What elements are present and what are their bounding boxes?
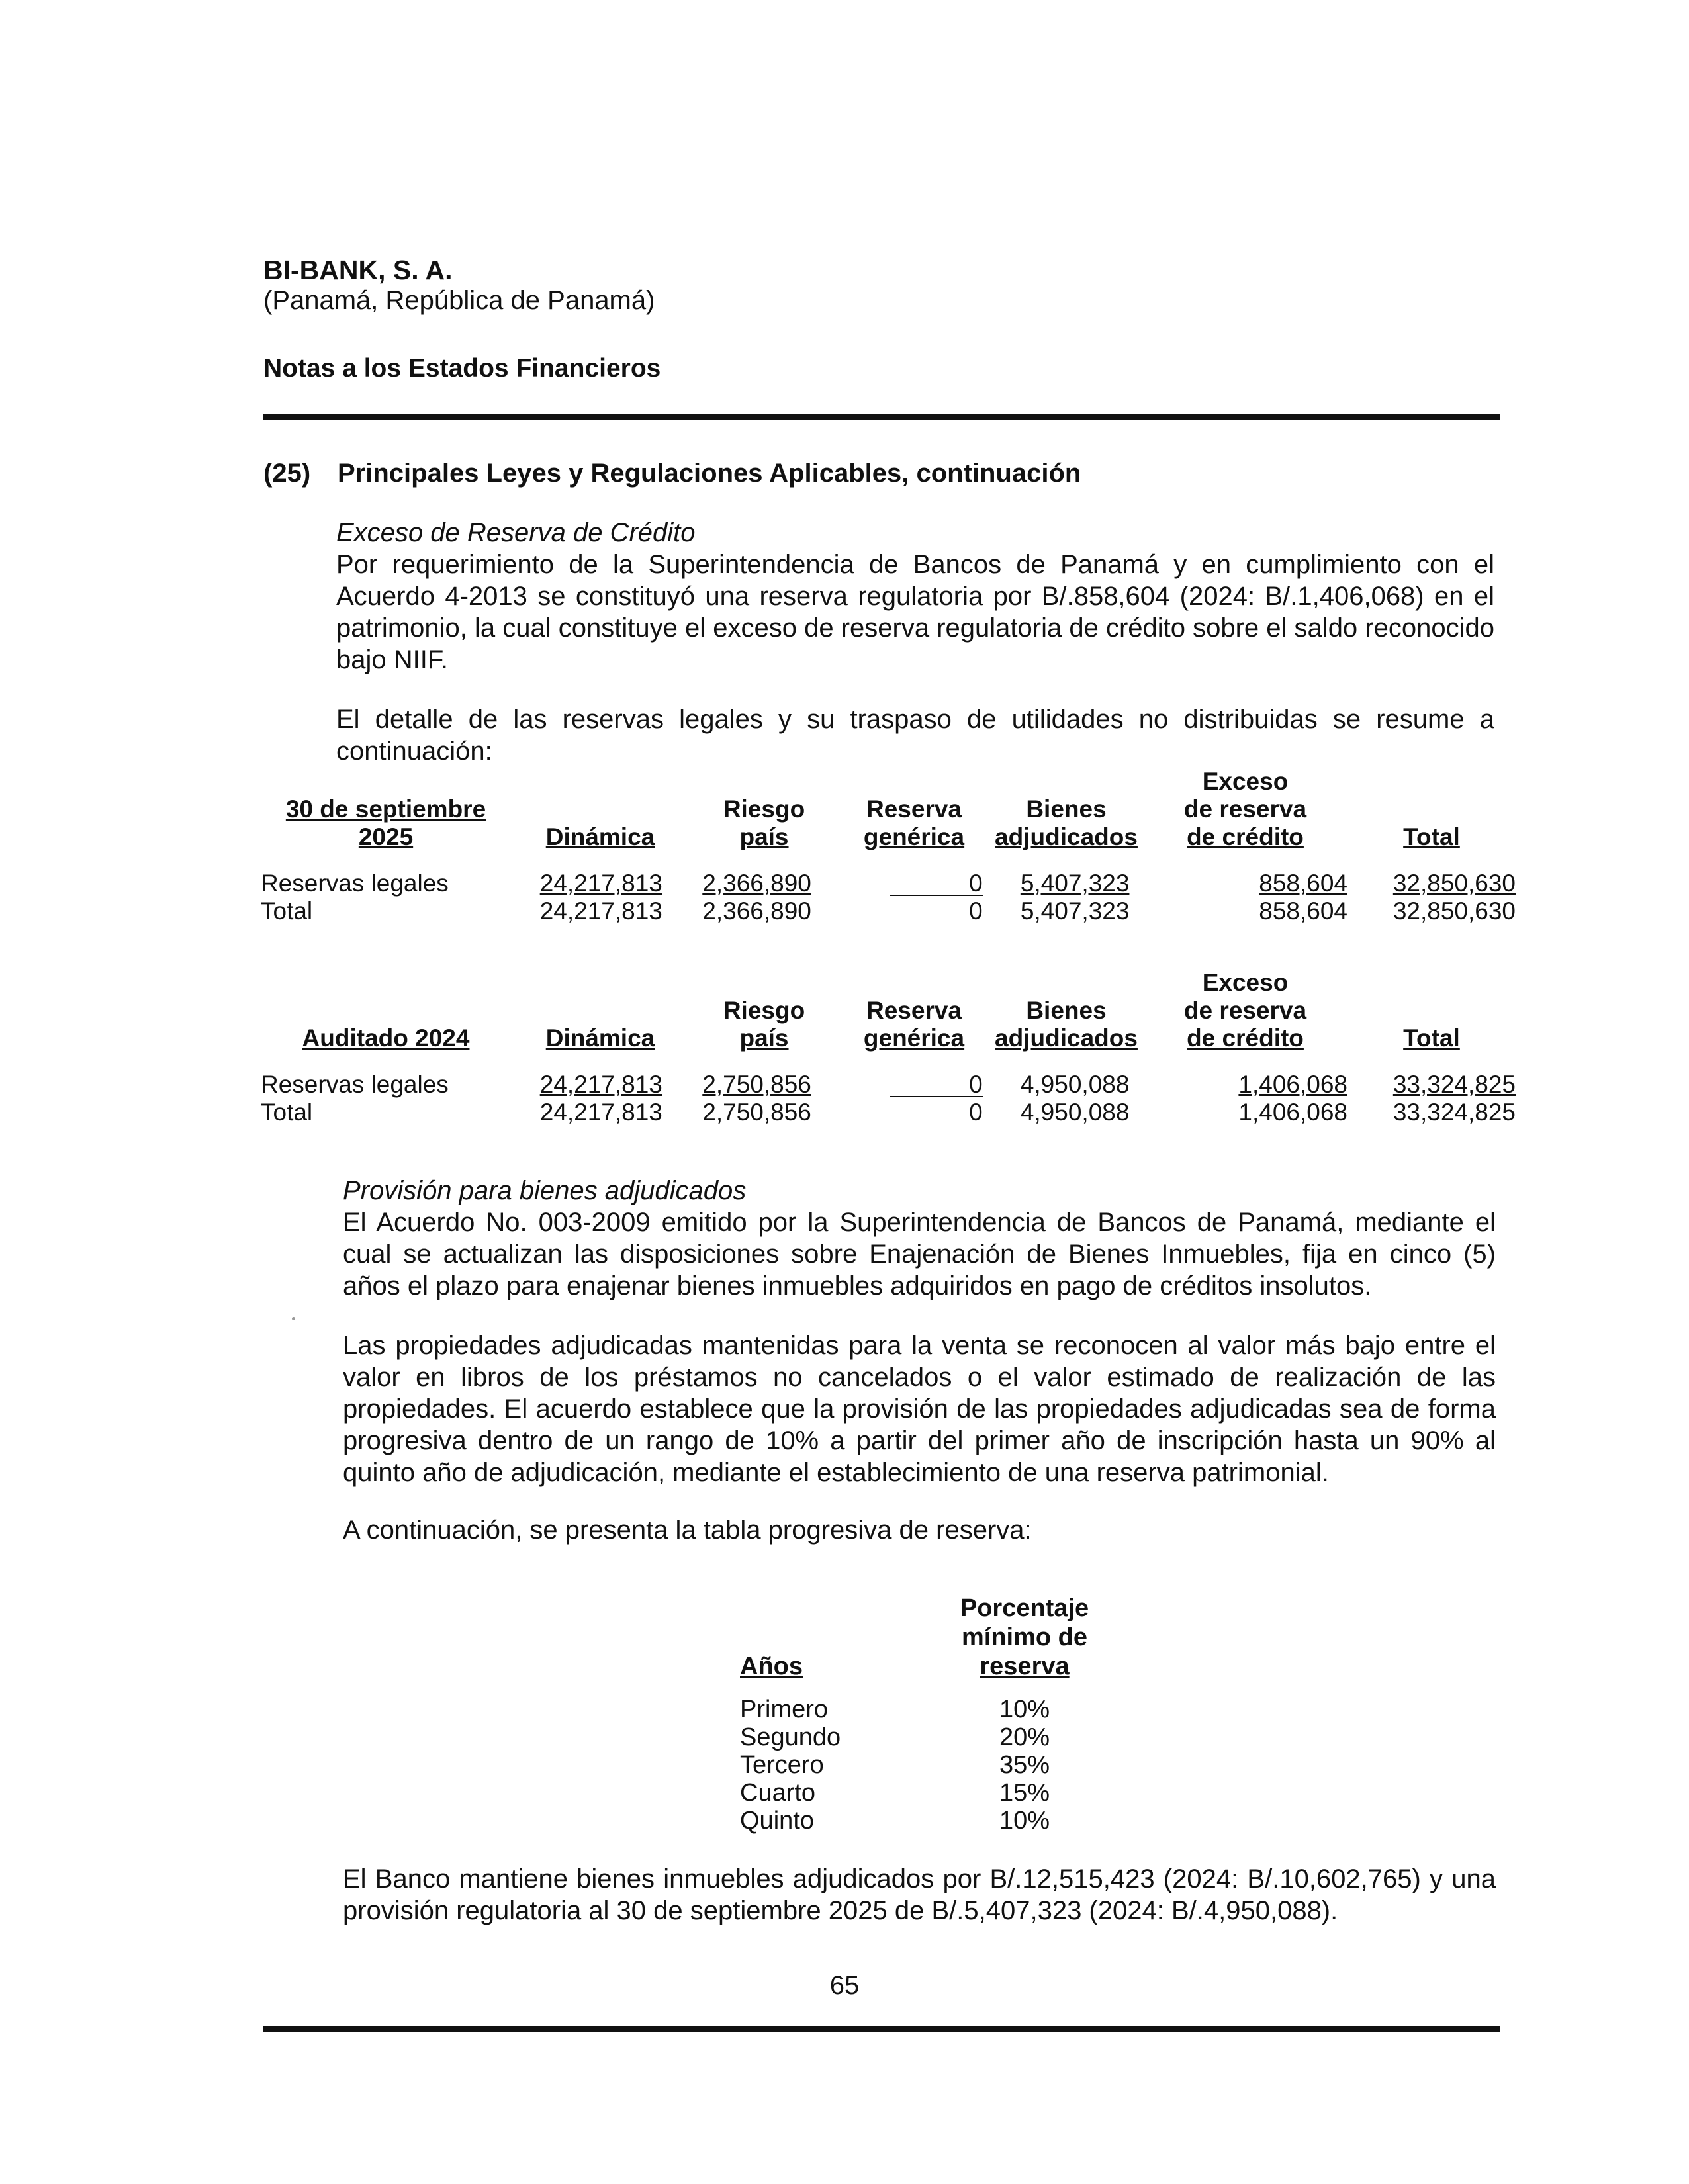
header-exceso-reserva: Exceso de reserva de crédito xyxy=(1183,969,1307,1052)
header-exceso-reserva: Exceso de reserva de crédito xyxy=(1183,768,1307,850)
page-number: 65 xyxy=(829,1971,860,2000)
section-title-text: Principales Leyes y Regulaciones Aplicables, continuación xyxy=(338,459,1081,488)
header-total: Total xyxy=(1403,1024,1460,1052)
closing-text: El Banco mantiene bienes inmuebles adjudicados por B/.12,515,423 (2024: B/.10,602,765) y una provisión regulatoria al 30 de septiembre 2025 de B/.5,407,323 (2024: B/.4,950,088). xyxy=(343,1864,1496,1925)
header-period: 30 de septiembre 2025 xyxy=(285,796,486,850)
header-dinamica: Dinámica xyxy=(545,1024,655,1052)
header-min-reserve-pct: Porcentaje mínimo de reserva xyxy=(960,1594,1089,1680)
header-reserva-generica: Reserva genérica xyxy=(863,796,965,850)
excess-reserve-text: Por requerimiento de la Superintendencia de Bancos de Panamá y en cumplimiento con el Acuerdo 4-2013 se constituyó una reserva regulatoria por B/.858,604 (2024: B/.1,406,068) en el patrimonio, la cual constituye el exceso de reserva regulatoria de crédito sobre el saldo reconocido bajo NIIF. xyxy=(336,550,1494,674)
detail-intro-line1: El detalle de las reservas legales y su traspaso de utilidades no distribuidas se resume a xyxy=(336,705,1494,734)
table-row: Cuarto 15% xyxy=(740,1779,1050,1807)
foreclosed-text-1: El Acuerdo No. 003-2009 emitido por la Superintendencia de Bancos de Panamá, mediante el cual se actualizan las disposiciones sobre Enajenación de Bienes Inmuebles, fija en cinco (5) años el plazo para enajenar bienes inmuebles adquiridos en pago de créditos insolutos. xyxy=(343,1208,1496,1300)
progressive-reserve-table xyxy=(740,1594,1111,1835)
notes-title: Notas a los Estados Financieros xyxy=(263,354,661,383)
foreclosed-text-3: A continuación, se presenta la tabla progresiva de reserva: xyxy=(343,1516,1032,1545)
footer-rule xyxy=(263,2026,1500,2032)
header-years: Años xyxy=(740,1653,803,1680)
header-reserva-generica: Reserva genérica xyxy=(863,997,965,1052)
section-title xyxy=(263,459,1081,488)
reserves-table-2025 xyxy=(261,768,1516,925)
reserves-table-2024 xyxy=(261,969,1516,1126)
foreclosed-subtitle: Provisión para bienes adjudicados xyxy=(343,1176,747,1205)
table-row: Tercero 35% xyxy=(740,1751,1050,1779)
company-name: BI-BANK, S. A. xyxy=(263,255,453,285)
table-row: Total 24,217,813 2,750,856 0 4,950,088 1,406,068 33,324,825 xyxy=(261,1099,1516,1126)
table-row: Total 24,217,813 2,366,890 0 5,407,323 858,604 32,850,630 xyxy=(261,897,1516,925)
table-row: Segundo 20% xyxy=(740,1723,1050,1751)
table-row: Primero 10% xyxy=(740,1696,1050,1723)
header-bienes-adjudicados: Bienes adjudicados xyxy=(995,796,1138,850)
table-row: Quinto 10% xyxy=(740,1807,1050,1835)
company-location: (Panamá, República de Panamá) xyxy=(263,286,655,315)
table-row: Reservas legales 24,217,813 2,366,890 0 5,407,323 858,604 32,850,630 xyxy=(261,870,1516,897)
detail-intro-line2: continuación: xyxy=(336,737,492,766)
header-period: Auditado 2024 xyxy=(302,1024,470,1052)
header-dinamica: Dinámica xyxy=(545,823,655,850)
header-riesgo-pais: Riesgo país xyxy=(723,796,805,850)
excess-reserve-subtitle: Exceso de Reserva de Crédito xyxy=(336,518,696,547)
scan-dot xyxy=(292,1317,295,1320)
header-rule xyxy=(263,414,1500,420)
header-riesgo-pais: Riesgo país xyxy=(723,997,805,1052)
header-bienes-adjudicados: Bienes adjudicados xyxy=(995,997,1138,1052)
section-number: (25) xyxy=(263,459,311,488)
header-total: Total xyxy=(1403,823,1460,850)
table-row: Reservas legales 24,217,813 2,750,856 0 4,950,088 1,406,068 33,324,825 xyxy=(261,1071,1516,1098)
foreclosed-text-2: Las propiedades adjudicadas mantenidas para la venta se reconocen al valor más bajo entre el valor en libros de los préstamos no cancelados o el valor estimado de realización de las propiedades. El acuerdo establece que la provisión de las propiedades adjudicadas sea de forma progresiva dentro de un rango de 10% a partir del primer año de inscripción hasta un 90% al quinto año de adjudicación, mediante el establecimiento de una reserva patrimonial. xyxy=(343,1331,1496,1487)
